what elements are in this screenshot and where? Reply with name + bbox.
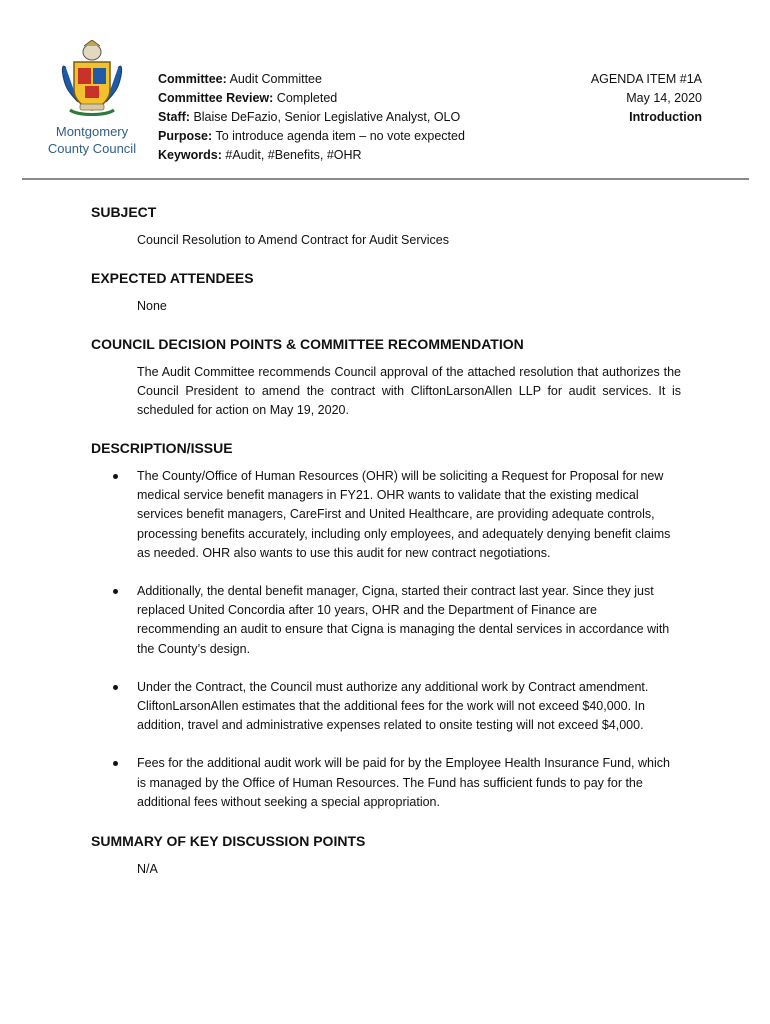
section-heading: SUMMARY OF KEY DISCUSSION POINTS [91, 833, 366, 850]
section-attendees [91, 268, 681, 316]
logo-caption-line2: County Council [47, 141, 137, 156]
bullet-text: Fees for the additional audit work will be paid for by the Employee Health Insurance Fund, which is managed by the Office of Human Resources. The Fund has sufficient funds to pay for the additional fees without seeking a special appropriation. [137, 756, 670, 809]
section-heading: SUBJECT [91, 204, 157, 220]
logo-caption-line1: Montgomery [55, 124, 129, 139]
review-value: Completed [276, 91, 338, 105]
section-description [91, 438, 681, 812]
agenda-item: AGENDA ITEM #1A [590, 72, 702, 86]
logo-caption [40, 123, 144, 157]
agenda-type: Introduction [629, 110, 702, 124]
list-item [91, 582, 681, 659]
purpose-value: To introduce agenda item – no vote expected [215, 129, 465, 143]
keywords-label: Keywords: [158, 148, 222, 162]
bullet-text: The County/Office of Human Resources (OHR) will be soliciting a Request for Proposal for new medical service benefit managers in FY21. OHR wants to validate that the existing medical services benefit managers, CareFirst and United Healthcare, are providing adequate controls, processing benefits accurately, including only employees, and adequately denying benefit claims as needed. OHR also wants to use this audit for new contract negotiations. [137, 469, 671, 560]
bullet-icon [113, 685, 118, 690]
description-bullets [91, 467, 681, 812]
committee-meta [158, 70, 465, 165]
bullet-icon [113, 761, 118, 766]
section-heading: DESCRIPTION/ISSUE [91, 440, 233, 456]
section-text: The Audit Committee recommends Council approval of the attached resolution that authorizes the Council President to amend the contract with CliftonLarsonAllen LLP for audit services. It is scheduled for action on May 19, 2020. [137, 365, 681, 417]
purpose-label: Purpose: [158, 129, 213, 143]
keywords-value: #Audit, #Benefits, #OHR [225, 148, 362, 162]
list-item [91, 754, 681, 812]
section-heading: COUNCIL DECISION POINTS & COMMITTEE RECOMMENDATION [91, 336, 524, 352]
review-line [158, 89, 465, 108]
committee-value: Audit Committee [229, 72, 322, 86]
staff-line [158, 108, 465, 127]
list-item [91, 678, 681, 736]
section-subject [91, 202, 681, 250]
section-text: Council Resolution to Amend Contract for Audit Services [137, 233, 449, 247]
committee-label: Committee: [158, 72, 227, 86]
section-heading: EXPECTED ATTENDEES [91, 270, 254, 286]
agenda-date: May 14, 2020 [626, 91, 702, 105]
agenda-info [591, 70, 702, 127]
keywords-line [158, 146, 465, 165]
purpose-line [158, 127, 465, 146]
bullet-text: Under the Contract, the Council must authorize any additional work by Contract amendment. CliftonLarsonAllen estimates that the additional fees for the work will not exceed $40,000. In addition, travel and administrative expenses related to onsite testing will not exceed $4,000. [137, 679, 649, 733]
document-body [91, 202, 681, 897]
staff-label: Staff: [158, 110, 190, 124]
county-seal-logo [52, 40, 132, 120]
header-divider [22, 178, 749, 180]
section-text: N/A [137, 862, 158, 877]
committee-line [158, 70, 465, 89]
section-text: None [137, 299, 167, 313]
review-label: Committee Review: [158, 91, 274, 105]
bullet-text: Additionally, the dental benefit manager, Cigna, started their contract last year. Since they just replaced United Concordia after 10 years, OHR and the Department of Finance are recommending an audit to ensure that Cigna is managing the dental services in accordance with the County’s design. [137, 584, 670, 656]
section-summary [91, 831, 681, 879]
section-decision [91, 334, 681, 420]
staff-value: Blaise DeFazio, Senior Legislative Analyst, OLO [193, 110, 461, 124]
list-item [91, 467, 681, 563]
bullet-icon [113, 589, 118, 594]
bullet-icon [113, 474, 118, 479]
